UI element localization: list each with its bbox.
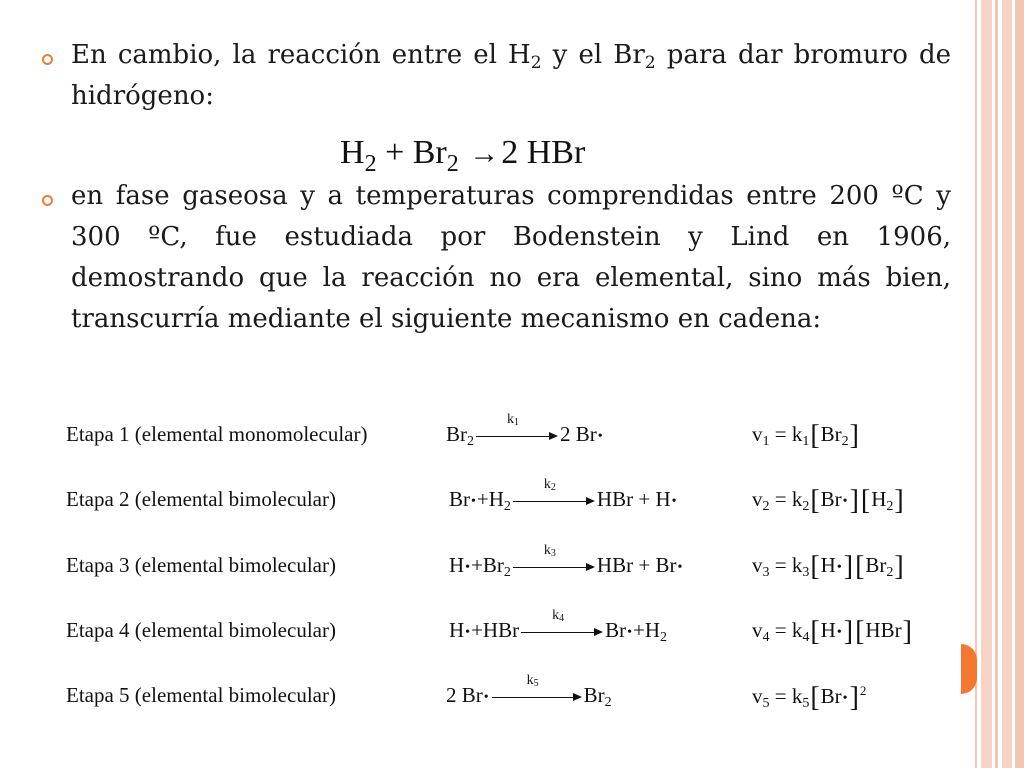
eq-arrow: → xyxy=(469,137,500,170)
eq-term: 2 HBr xyxy=(501,134,586,171)
subscript: 2 xyxy=(530,53,542,73)
eq-term: H xyxy=(340,134,365,171)
reaction-2: Br•+H2 k2 HBr + H• xyxy=(449,477,677,514)
eq-term: + Br xyxy=(376,134,447,171)
subscript: 2 xyxy=(644,53,656,73)
reaction-3: H•+Br2 k3 HBr + Br• xyxy=(449,543,683,580)
reaction-5: 2 Br• k5 Br2 xyxy=(446,673,612,710)
text: para dar bromuro de hidrógeno: xyxy=(71,40,951,111)
rate-2: v2 = k2[Br•][H2] xyxy=(752,485,904,516)
arrow-icon: k5 xyxy=(492,687,582,707)
etapa-label: Etapa 4 (elemental bimolecular) xyxy=(66,618,336,642)
arrow-icon: k1 xyxy=(476,426,558,446)
eq-sub: 2 xyxy=(364,151,377,177)
text: y el Br xyxy=(541,40,645,70)
arrow-icon: k2 xyxy=(513,491,595,511)
rate-5: v5 = k5[Br•]$^2$ xyxy=(752,682,867,713)
eq-sub: 2 xyxy=(446,151,459,177)
arrow-icon: k3 xyxy=(513,557,595,577)
etapa-label: Etapa 2 (elemental bimolecular) xyxy=(66,487,336,511)
reaction-4: H•+HBr k4 Br•+H2 xyxy=(449,608,668,645)
border-stripe xyxy=(1002,0,1012,768)
paragraph-2: en fase gaseosa y a temperaturas comprendidas entre 200 ºC y 300 ºC, fue estudiada por Bodenstein y Lind en 1906, demostrando que la reacción no era elemental, sino más bien, transcurría mediante el siguiente mecanismo en cadena: xyxy=(71,181,951,334)
rate-1: v1 = k1[Br2] xyxy=(752,420,859,451)
etapa-label: Etapa 5 (elemental bimolecular) xyxy=(66,683,336,707)
rate-4: v4 = k4[H•][HBr] xyxy=(752,616,912,647)
border-stripe xyxy=(981,0,992,768)
border-stripe xyxy=(1015,0,1024,768)
reaction-1: Br2 k1 2 Br• xyxy=(446,412,603,449)
text: En cambio, la reacción entre el H xyxy=(71,40,531,70)
rate-3: v3 = k3[H•][Br2] xyxy=(752,551,904,582)
arrow-icon: k4 xyxy=(521,622,603,642)
etapa-label: Etapa 1 (elemental monomolecular) xyxy=(66,422,368,446)
border-stripe xyxy=(995,0,998,768)
etapa-label: Etapa 3 (elemental bimolecular) xyxy=(66,553,336,577)
